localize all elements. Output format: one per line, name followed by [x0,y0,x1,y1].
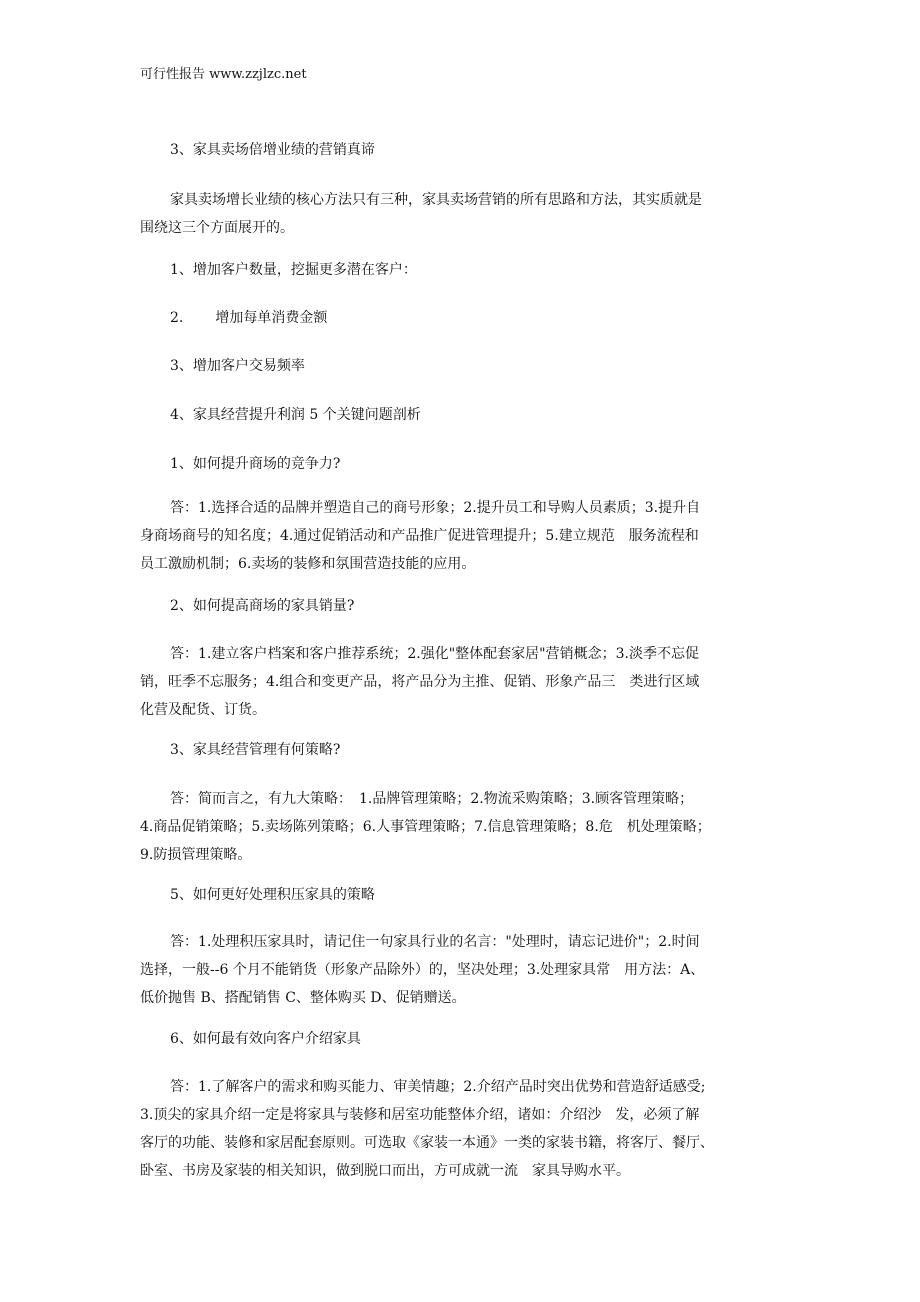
list-item-2 [170,304,327,332]
page-header: 可行性报告 www.zzjlzc.net [140,67,307,82]
question-2: 2、如何提高商场的家具销量? [170,598,355,614]
paragraph-line: 答：1.了解客户的需求和购买能力、审美情趣；2.介绍产品时突出优势和营造舒适感受; [170,1079,706,1095]
paragraph-line: 9.防损管理策略。 [140,847,252,863]
list-item-number: 2. [170,310,184,326]
answer-2 [140,640,780,724]
paragraph-line: 4.商品促销策略；5.卖场陈列策略；6.人事管理策略；7.信息管理策略；8.危 机处理策略； [140,819,711,835]
question-3: 3、家具经营管理有何策略? [170,742,341,758]
paragraph-line: 卧室、书房及家装的相关知识，做到脱口而出，方可成就一流 家具导购水平。 [140,1163,630,1179]
paragraph-line: 家具卖场增长业绩的核心方法只有三种，家具卖场营销的所有思路和方法，其实质就是 [170,192,702,208]
list-item-text: 增加每单消费金额 [215,310,328,326]
intro-paragraph [140,186,780,242]
list-item-3: 3、增加客户交易频率 [170,358,305,374]
answer-1 [140,494,780,578]
question-5: 5、如何更好处理积压家具的策略 [170,887,375,903]
paragraph-line: 选择，一般--6 个月不能销货（形象产品除外）的，坚决处理；3.处理家具常 用方法：A、 [140,962,705,978]
answer-6 [140,1073,780,1185]
paragraph-line: 3.顶尖的家具介绍一定是将家具与装修和居室功能整体介绍，诸如：介绍沙 发，必须了解 [140,1107,700,1123]
paragraph-line: 销，旺季不忘服务；4.组合和变更产品，将产品分为主推、促销、形象产品三 类进行区域 [140,674,700,690]
paragraph-line: 员工激励机制；6.卖场的装修和氛围营造技能的应用。 [140,556,476,572]
section-title-4: 4、家具经营提升利润 5 个关键问题剖析 [170,407,421,423]
question-6: 6、如何最有效向客户介绍家具 [170,1031,361,1047]
paragraph-line: 化营及配货、订货。 [140,702,266,718]
paragraph-line: 答：简而言之，有九大策略： 1.品牌管理策略；2.物流采购策略；3.顾客管理策略； [170,791,694,807]
paragraph-line: 围绕这三个方面展开的。 [140,220,294,236]
answer-3 [140,785,780,869]
paragraph-line: 答：1.建立客户档案和客户推荐系统；2.强化"整体配套家居"营销概念；3.淡季不忘促 [170,646,699,662]
list-item-1: 1、增加客户数量，挖掘更多潜在客户： [170,262,417,278]
paragraph-line: 低价抛售 B、搭配销售 C、整体购买 D、促销赠送。 [140,990,466,1006]
paragraph-line: 答：1.处理积压家具时，请记住一句家具行业的名言："处理时，请忘记进价"；2.时间 [170,934,700,950]
answer-5 [140,928,780,1012]
paragraph-line: 客厅的功能、装修和家居配套原则。可选取《家装一本通》一类的家装书籍，将客厅、餐厅、 [140,1135,714,1151]
question-1: 1、如何提升商场的竞争力? [170,456,341,472]
paragraph-line: 身商场商号的知名度；4.通过促销活动和产品推广促进管理提升；5.建立规范 服务流程和 [140,528,699,544]
section-title-3: 3、家具卖场倍增业绩的营销真谛 [170,142,375,158]
paragraph-line: 答：1.选择合适的品牌并塑造自己的商号形象；2.提升员工和导购人员素质；3.提升自 [170,500,701,516]
